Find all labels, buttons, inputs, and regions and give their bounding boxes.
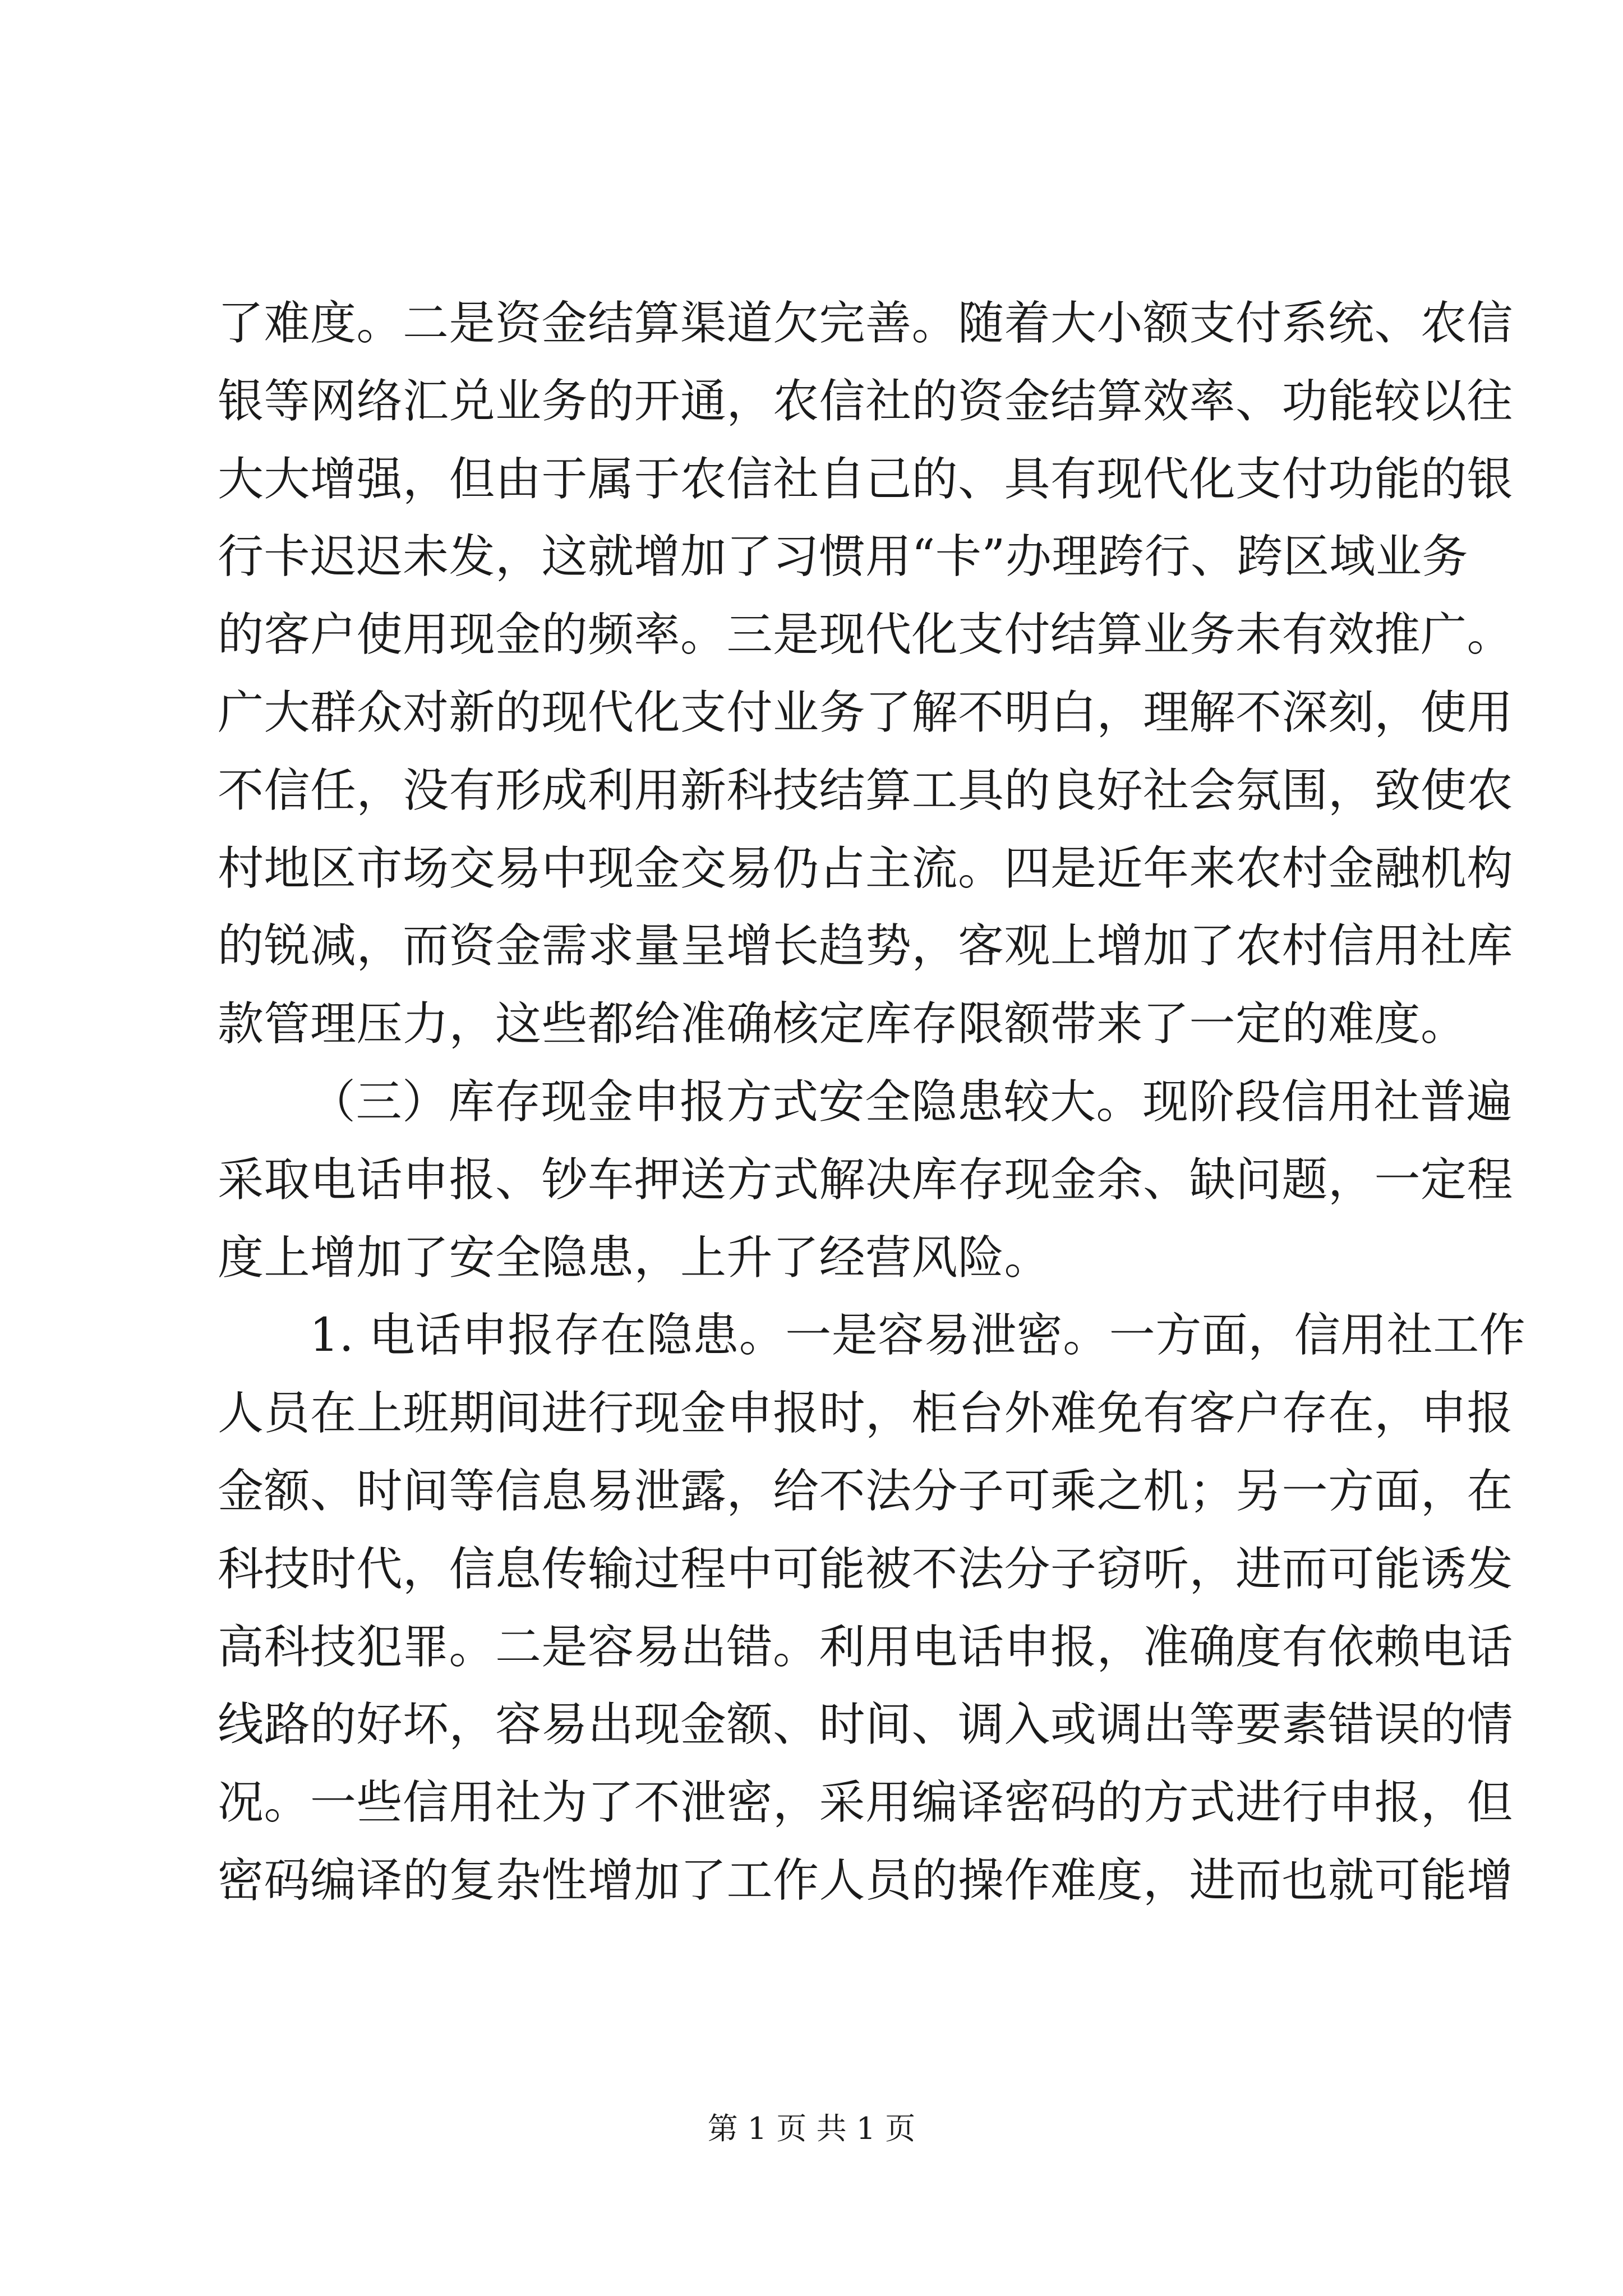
text-line: 的客户使用现金的频率。三是现代化支付结算业务未有效推广。 <box>218 608 1514 662</box>
text-line: 了难度。二是资金结算渠道欠完善。随着大小额支付系统、农信 <box>218 297 1514 350</box>
text-line: 采取电话申报、钞车押送方式解决库存现金余、缺问题，一定程 <box>218 1153 1514 1207</box>
text-line: 村地区市场交易中现金交易仍占主流。四是近年来农村金融机构 <box>218 841 1514 895</box>
text-line: 人员在上班期间进行现金申报时，柜台外难免有客户存在，申报 <box>218 1387 1514 1441</box>
text-line: 科技时代，信息传输过程中可能被不法分子窃听，进而可能诱发 <box>218 1542 1514 1596</box>
text-line: 行卡迟迟未发，这就增加了习惯用“卡”办理跨行、跨区域业务 <box>218 530 1468 584</box>
text-line: 不信任，没有形成利用新科技结算工具的良好社会氛围，致使农 <box>218 763 1514 817</box>
text-line: 金额、时间等信息易泄露，给不法分子可乘之机；另一方面，在 <box>218 1464 1514 1518</box>
text-line: 银等网络汇兑业务的开通，农信社的资金结算效率、功能较以往 <box>218 374 1514 428</box>
text-line: 高科技犯罪。二是容易出错。利用电话申报，准确度有依赖电话 <box>218 1620 1514 1674</box>
text-line: 度上增加了安全隐患，上升了经营风险。 <box>218 1231 1051 1285</box>
page-footer: 第 1 页 共 1 页 <box>707 2111 916 2146</box>
text-line: 款管理压力，这些都给准确核定库存限额带来了一定的难度。 <box>218 997 1467 1051</box>
text-line: 线路的好坏，容易出现金额、时间、调入或调出等要素错误的情 <box>218 1698 1514 1752</box>
text-line: 况。一些信用社为了不泄密，采用编译密码的方式进行申报，但 <box>218 1776 1514 1830</box>
text-line: 广大群众对新的现代化支付业务了解不明白，理解不深刻，使用 <box>218 685 1514 739</box>
text-line: 的锐减，而资金需求量呈增长趋势，客观上增加了农村信用社库 <box>218 919 1514 973</box>
section-heading-line: （三）库存现金申报方式安全隐患较大。现阶段信用社普遍 <box>310 1075 1513 1129</box>
document-body <box>218 285 1526 1920</box>
subsection-heading-line: 1. 电话申报存在隐患。一是容易泄密。一方面，信用社工作 <box>310 1309 1526 1363</box>
text-line: 大大增强，但由于属于农信社自己的、具有现代化支付功能的银 <box>218 452 1514 506</box>
text-line: 密码编译的复杂性增加了工作人员的操作难度，进而也就可能增 <box>218 1853 1514 1907</box>
